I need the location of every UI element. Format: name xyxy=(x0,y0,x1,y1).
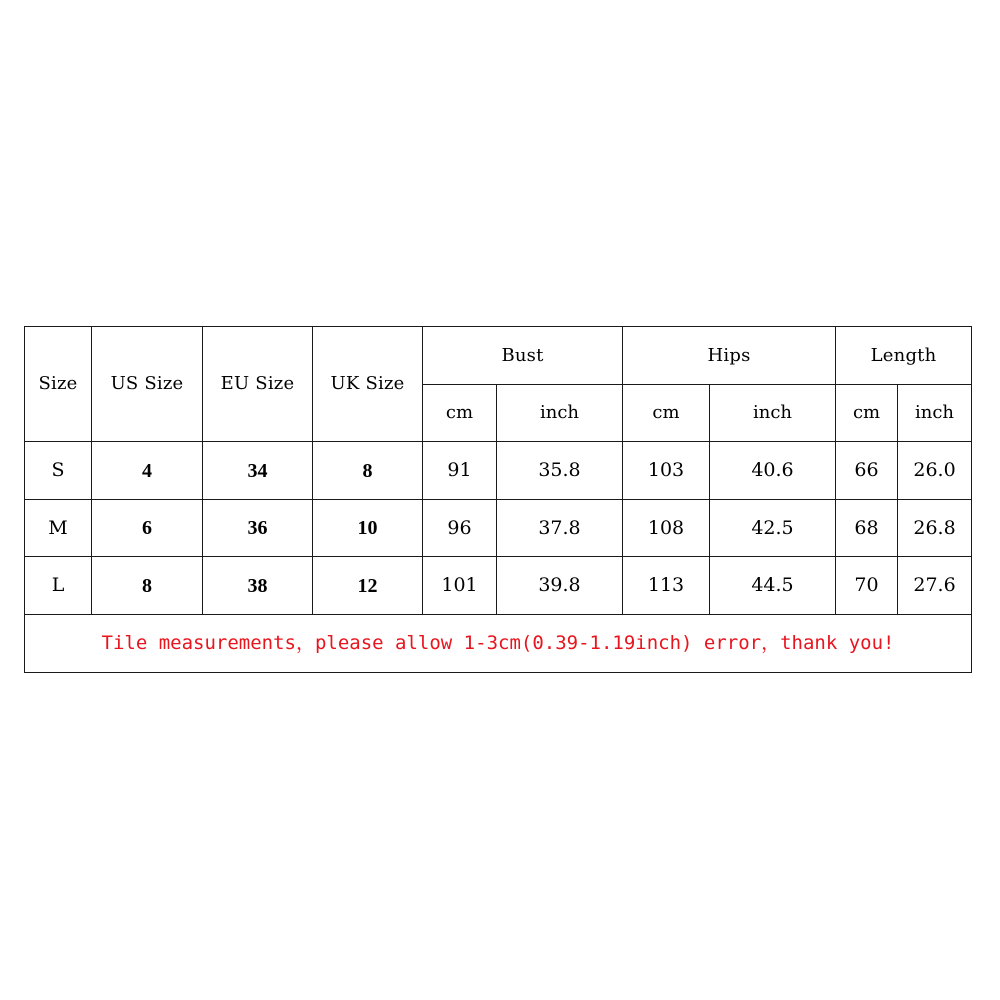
unit-bust-inch: inch xyxy=(497,385,623,442)
header-row xyxy=(25,327,972,385)
cell-us: 6 xyxy=(92,500,203,557)
header-eu-size: EU Size xyxy=(203,327,313,442)
cell-us: 4 xyxy=(92,442,203,500)
cell-hips-cm: 103 xyxy=(623,442,710,500)
cell-length-cm: 66 xyxy=(836,442,898,500)
cell-size: L xyxy=(25,557,92,615)
unit-length-cm: cm xyxy=(836,385,898,442)
cell-uk: 10 xyxy=(313,500,423,557)
header-hips: Hips xyxy=(623,327,836,385)
cell-length-inch: 27.6 xyxy=(898,557,972,615)
header-bust: Bust xyxy=(423,327,623,385)
cell-eu: 38 xyxy=(203,557,313,615)
cell-hips-cm: 108 xyxy=(623,500,710,557)
unit-hips-cm: cm xyxy=(623,385,710,442)
cell-size: M xyxy=(25,500,92,557)
cell-size: S xyxy=(25,442,92,500)
cell-bust-cm: 96 xyxy=(423,500,497,557)
size-chart-table xyxy=(24,326,972,673)
cell-eu: 34 xyxy=(203,442,313,500)
cell-uk: 12 xyxy=(313,557,423,615)
cell-hips-inch: 40.6 xyxy=(710,442,836,500)
cell-bust-cm: 91 xyxy=(423,442,497,500)
measurement-note: Tile measurements，please allow 1-3cm(0.39-1.19inch) error，thank you! xyxy=(25,615,972,673)
cell-length-cm: 68 xyxy=(836,500,898,557)
cell-bust-cm: 101 xyxy=(423,557,497,615)
unit-length-inch: inch xyxy=(898,385,972,442)
cell-bust-inch: 37.8 xyxy=(497,500,623,557)
table-row xyxy=(25,500,972,557)
header-length: Length xyxy=(836,327,972,385)
cell-bust-inch: 35.8 xyxy=(497,442,623,500)
header-uk-size: UK Size xyxy=(313,327,423,442)
unit-hips-inch: inch xyxy=(710,385,836,442)
header-size: Size xyxy=(25,327,92,442)
cell-length-inch: 26.0 xyxy=(898,442,972,500)
cell-uk: 8 xyxy=(313,442,423,500)
header-us-size: US Size xyxy=(92,327,203,442)
cell-hips-inch: 42.5 xyxy=(710,500,836,557)
note-row xyxy=(25,615,972,673)
cell-us: 8 xyxy=(92,557,203,615)
cell-length-inch: 26.8 xyxy=(898,500,972,557)
cell-hips-cm: 113 xyxy=(623,557,710,615)
cell-bust-inch: 39.8 xyxy=(497,557,623,615)
unit-bust-cm: cm xyxy=(423,385,497,442)
table-row xyxy=(25,557,972,615)
cell-eu: 36 xyxy=(203,500,313,557)
cell-hips-inch: 44.5 xyxy=(710,557,836,615)
table-row xyxy=(25,442,972,500)
cell-length-cm: 70 xyxy=(836,557,898,615)
